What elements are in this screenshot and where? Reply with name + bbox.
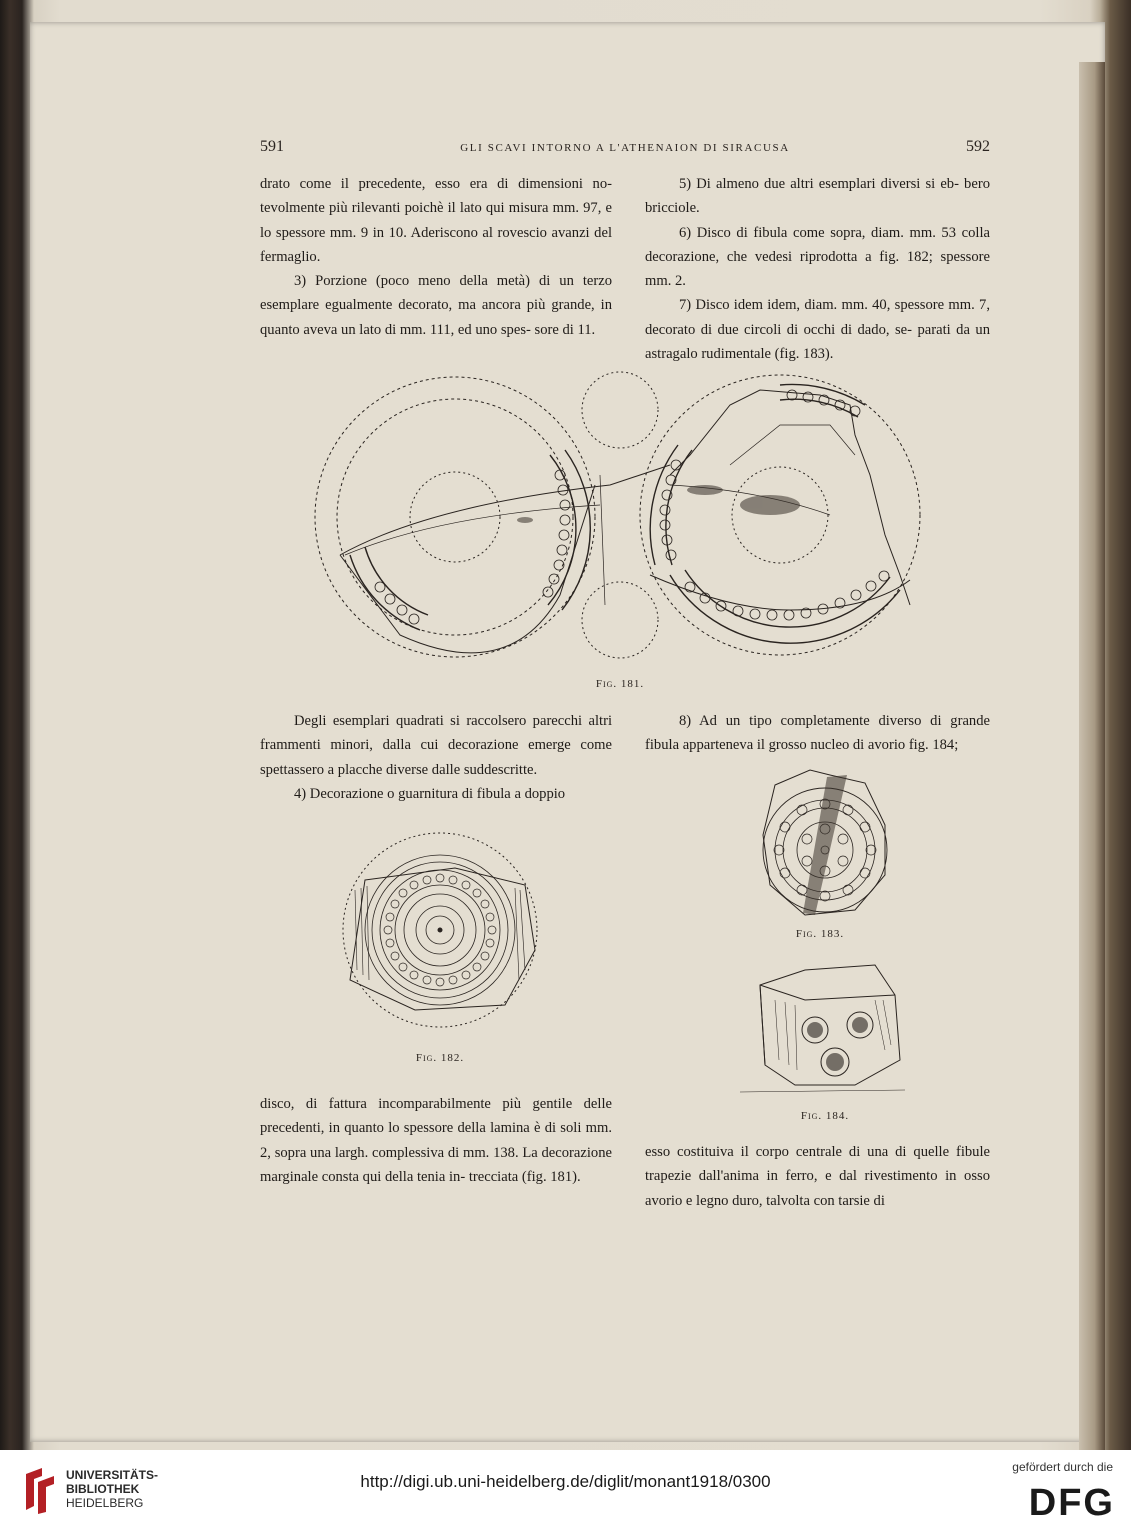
library-name-line: UNIVERSITÄTS- [66, 1468, 159, 1482]
figure-181-caption: Fig. 181. [595, 678, 645, 690]
running-head [260, 138, 990, 158]
figure-183-caption: Fig. 183. [795, 928, 845, 940]
paragraph: 5) Di almeno due altri esemplari diversi si eb- bero bricciole. [645, 176, 990, 217]
permalink[interactable]: http://digi.ub.uni-heidelberg.de/diglit/monant1918/0300 [360, 1472, 771, 1491]
paragraph: Degli esemplari quadrati si raccolsero parecchi altri frammenti minori, dalla cui decorazione emerge come spettassero a placche diverse dalle suddescritte. [260, 713, 612, 778]
figure-182-drawing [335, 830, 550, 1035]
text-mid-left [260, 709, 612, 806]
paragraph: 7) Disco idem idem, diam. mm. 40, spessore mm. 7, decorato di due circoli di occhi di dado, se- parati da un astragalo rudimentale (fig. 183). [645, 297, 990, 363]
figure-184-caption: Fig. 184. [800, 1110, 850, 1122]
paragraph: disco, di fattura incomparabilmente più gentile delle precedenti, in quanto lo spessore della lamina è di soli mm. 2, sopra una largh. complessiva di mm. 138. La decorazione marginale consta qui della tenia in- trecciata (fig. 181). [260, 1096, 612, 1185]
figure-184-drawing [735, 960, 915, 1100]
dfg-logo: DFG [1028, 1482, 1115, 1524]
figure-181-drawing [310, 365, 950, 670]
page-number-right: 592 [966, 138, 990, 155]
library-name-line: HEIDELBERG [66, 1496, 144, 1510]
text-bottom-right [645, 1140, 990, 1213]
text-mid-right [645, 709, 990, 758]
next-page-edge [1079, 62, 1105, 1452]
text-top-left [260, 172, 612, 342]
library-name-line: BIBLIOTHEK [66, 1482, 140, 1496]
paragraph: 3) Porzione (poco meno della metà) di un terzo esemplare egualmente decorato, ma ancora più grande, in quanto aveva un lato di mm. 111, ed uno spes- sore di 11. [260, 273, 612, 338]
text-bottom-left [260, 1092, 612, 1189]
paragraph: drato come il precedente, esso era di dimensioni no- tevolmente più rilevanti poichè il lato qui misura mm. 97, e lo spessore mm. 9 in 10. Aderiscono al rovescio avanzi del fermaglio. [260, 176, 612, 265]
figure-182-caption: Fig. 182. [415, 1052, 465, 1064]
figure-183-drawing [755, 765, 895, 920]
funded-by-label: gefördert durch die [1012, 1460, 1113, 1474]
footer-bar [0, 1450, 1131, 1535]
running-title: GLI SCAVI INTORNO A L'ATHENAION DI SIRACUSA [460, 142, 790, 154]
paragraph: 4) Decorazione o guarnitura di fibula a doppio [294, 785, 566, 802]
page-number-left: 591 [260, 138, 284, 155]
paragraph: 8) Ad un tipo completamente diverso di grande fibula apparteneva il grosso nucleo di avorio fig. 184; [645, 713, 990, 754]
text-top-right [645, 172, 990, 366]
paragraph: 6) Disco di fibula come sopra, diam. mm. 53 colla decorazione, che vedesi riprodotta a fig. 182; spessore mm. 2. [645, 224, 990, 290]
paragraph: esso costituiva il corpo centrale di una di quelle fibule trapezie dall'anima in ferro, e dal rivestimento in osso avorio e legno duro, talvolta con tarsie di [645, 1144, 990, 1209]
